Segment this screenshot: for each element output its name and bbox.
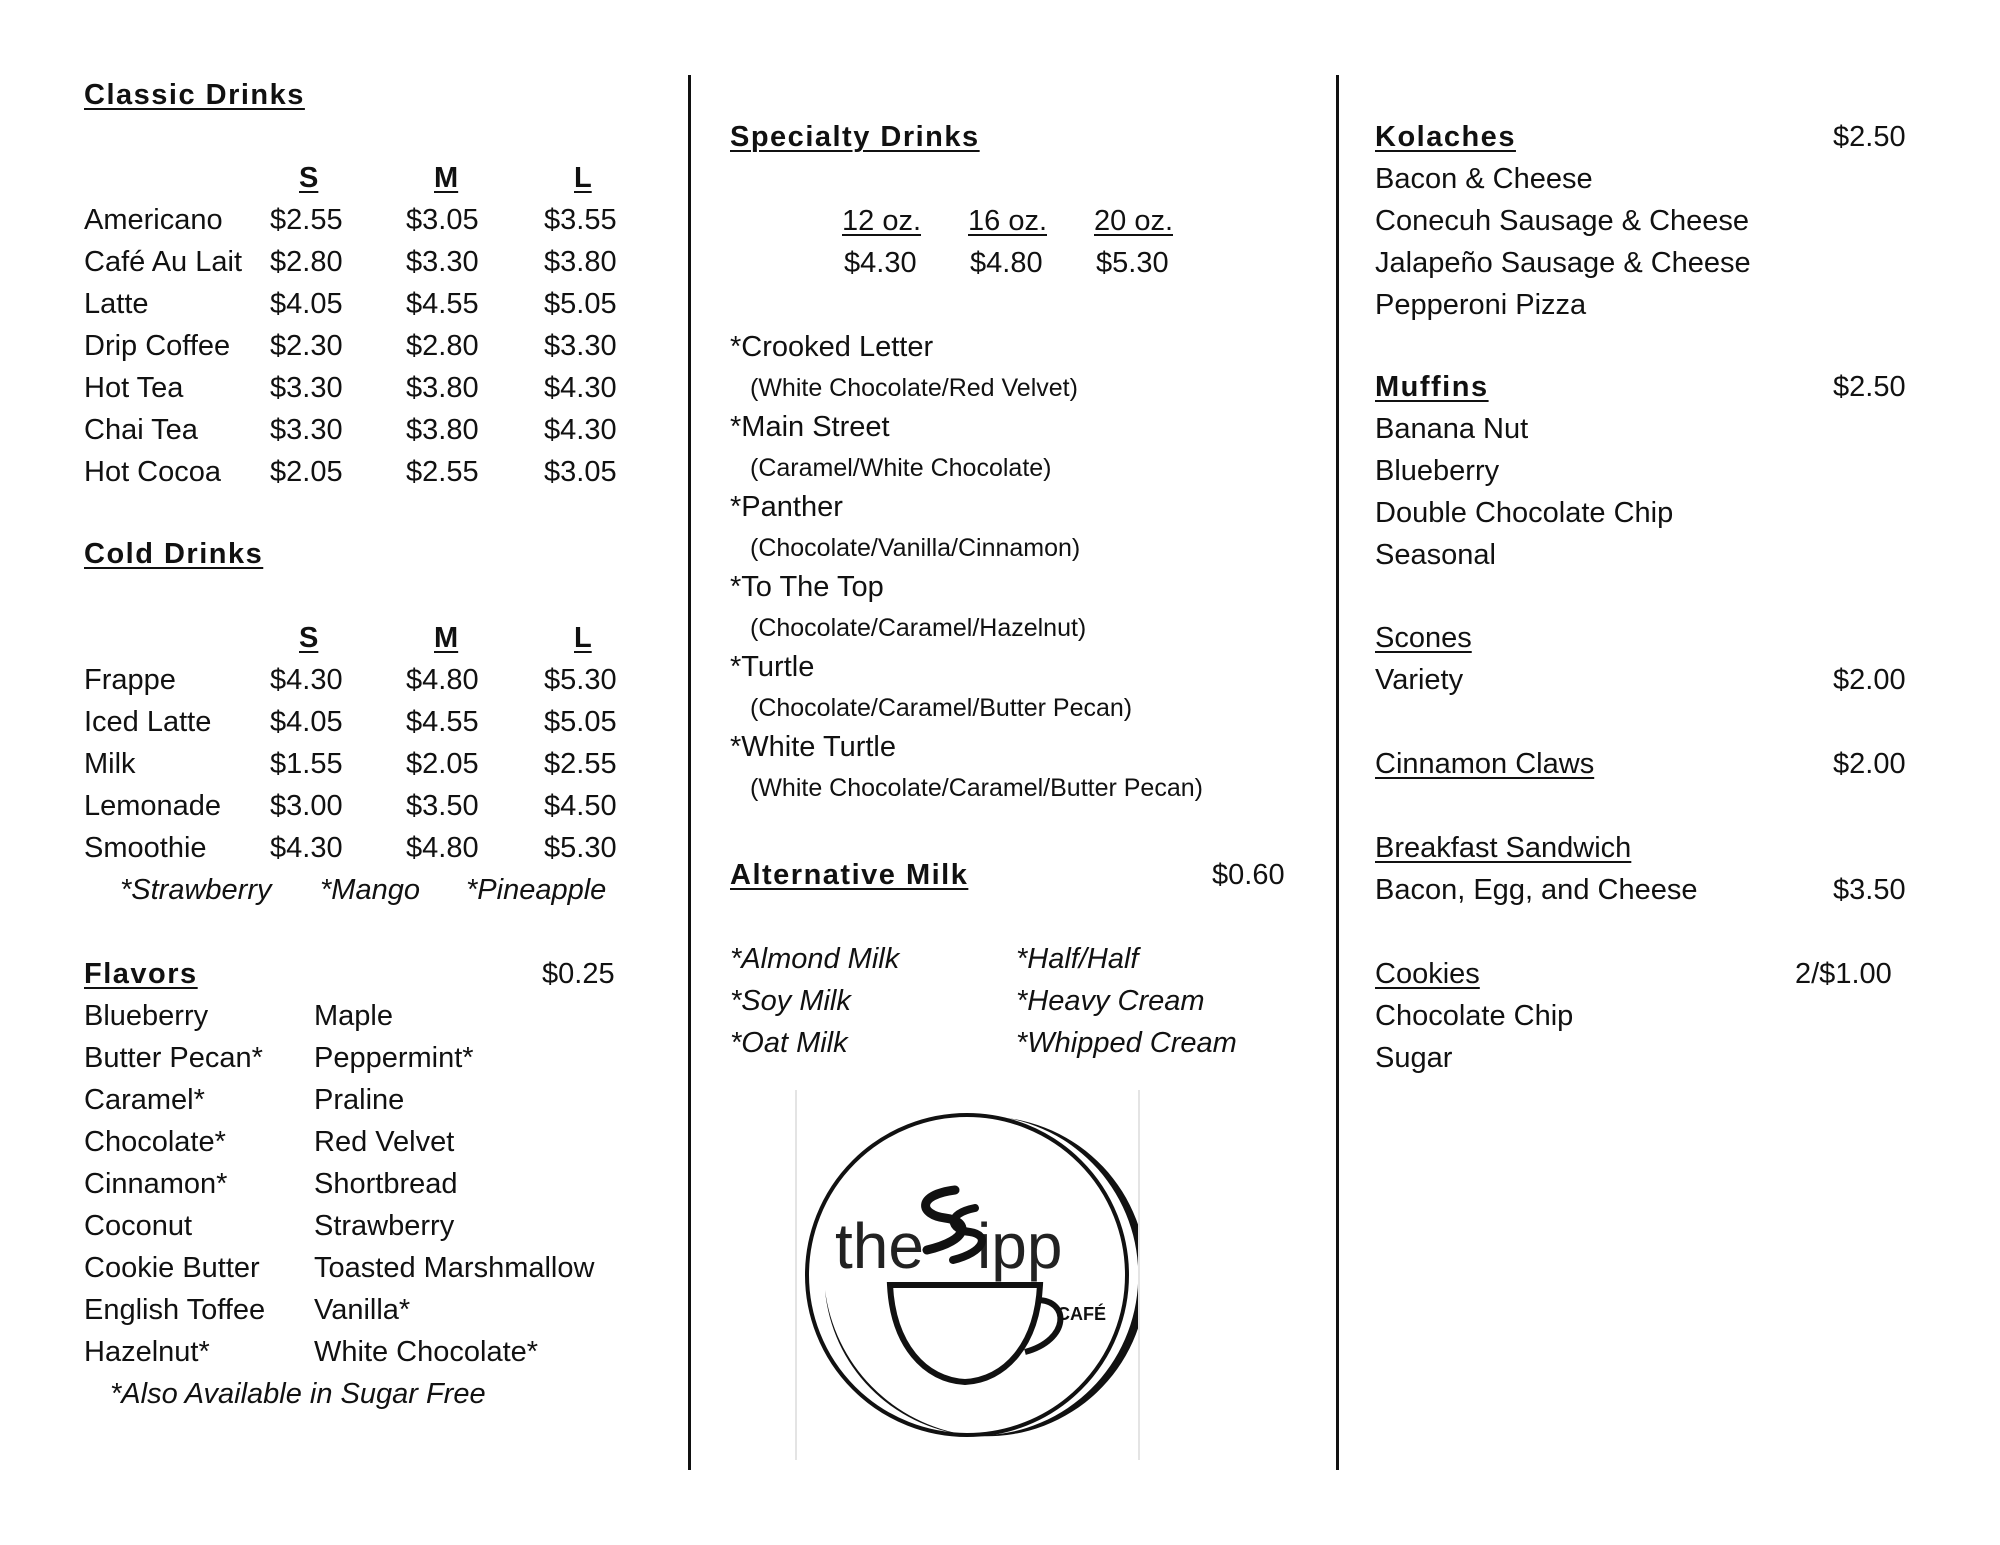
classic-drinks-heading: Classic Drinks [84, 79, 305, 111]
price-small: $2.55 [270, 204, 343, 236]
muffins-price: $2.50 [1833, 371, 1906, 403]
price-large: $5.30 [544, 664, 617, 696]
price-small: $3.30 [270, 372, 343, 404]
price-small: $2.05 [270, 456, 343, 488]
price-large: $5.05 [544, 706, 617, 738]
menu-item-name: Milk [84, 748, 136, 780]
specialty-price: $4.30 [844, 247, 917, 279]
sugar-free-note: *Also Available in Sugar Free [110, 1378, 486, 1410]
flavors-price: $0.25 [542, 958, 615, 990]
specialty-drink-flavors: (Chocolate/Vanilla/Cinnamon) [750, 534, 1081, 562]
milk-option: *Oat Milk [730, 1027, 848, 1059]
specialty-size: 20 oz. [1094, 205, 1173, 237]
price-large: $5.05 [544, 288, 617, 320]
specialty-drink-flavors: (Caramel/White Chocolate) [750, 454, 1052, 482]
breakfast-sandwich-heading: Breakfast Sandwich [1375, 832, 1632, 864]
specialty-price: $4.80 [970, 247, 1043, 279]
flavor-item: Shortbread [314, 1168, 458, 1200]
menu-item-name: Iced Latte [84, 706, 212, 738]
cookies-price: 2/$1.00 [1795, 958, 1892, 990]
breakfast-sandwich-item: Bacon, Egg, and Cheese [1375, 874, 1698, 906]
price-medium: $3.30 [406, 246, 479, 278]
kolaches-price: $2.50 [1833, 121, 1906, 153]
price-medium: $3.80 [406, 414, 479, 446]
specialty-drink-name: *White Turtle [730, 731, 896, 763]
price-large: $3.55 [544, 204, 617, 236]
kolache-item: Jalapeño Sausage & Cheese [1375, 247, 1751, 279]
specialty-drinks-heading: Specialty Drinks [730, 121, 980, 153]
price-small: $4.30 [270, 832, 343, 864]
alternative-milk-price: $0.60 [1212, 859, 1285, 891]
flavor-item: Strawberry [314, 1210, 455, 1242]
price-medium: $4.55 [406, 706, 479, 738]
menu-item-name: Latte [84, 288, 149, 320]
scones-heading: Scones [1375, 622, 1472, 654]
alternative-milk-heading: Alternative Milk [730, 859, 969, 891]
flavor-item: Cinnamon* [84, 1168, 228, 1200]
logo-frame-right [1138, 1090, 1140, 1460]
price-small: $2.80 [270, 246, 343, 278]
price-medium: $4.80 [406, 664, 479, 696]
kolache-item: Pepperoni Pizza [1375, 289, 1587, 321]
price-medium: $2.05 [406, 748, 479, 780]
cold-size-header-m: M [434, 622, 459, 654]
smoothie-flavor: *Pineapple [466, 874, 607, 906]
cinnamon-claws-price: $2.00 [1833, 748, 1906, 780]
specialty-drink-name: *Main Street [730, 411, 890, 443]
milk-option: *Whipped Cream [1016, 1027, 1237, 1059]
price-medium: $2.80 [406, 330, 479, 362]
menu-item-name: Chai Tea [84, 414, 198, 446]
specialty-drink-flavors: (Chocolate/Caramel/Hazelnut) [750, 614, 1087, 642]
flavor-item: Hazelnut* [84, 1336, 210, 1368]
price-large: $4.30 [544, 372, 617, 404]
cookie-item: Chocolate Chip [1375, 1000, 1574, 1032]
flavor-item: Praline [314, 1084, 405, 1116]
price-large: $4.30 [544, 414, 617, 446]
flavor-item: Peppermint* [314, 1042, 474, 1074]
kolache-item: Conecuh Sausage & Cheese [1375, 205, 1750, 237]
kolaches-heading: Kolaches [1375, 121, 1516, 153]
logo-frame-left [795, 1090, 797, 1460]
specialty-size: 16 oz. [968, 205, 1047, 237]
flavor-item: Blueberry [84, 1000, 209, 1032]
scones-price: $2.00 [1833, 664, 1906, 696]
specialty-price: $5.30 [1096, 247, 1169, 279]
logo-word-left: the [835, 1210, 924, 1282]
the-sipp-cafe-logo [795, 1090, 1140, 1460]
size-header-l: L [574, 162, 592, 194]
flavors-heading: Flavors [84, 958, 198, 990]
muffins-heading: Muffins [1375, 371, 1489, 403]
flavor-item: Vanilla* [314, 1294, 411, 1326]
flavor-item: Coconut [84, 1210, 193, 1242]
price-small: $2.30 [270, 330, 343, 362]
flavor-item: Caramel* [84, 1084, 205, 1116]
specialty-drink-flavors: (White Chocolate/Caramel/Butter Pecan) [750, 774, 1203, 802]
price-large: $3.30 [544, 330, 617, 362]
milk-option: *Half/Half [1016, 943, 1139, 975]
menu-item-name: Lemonade [84, 790, 222, 822]
price-small: $4.05 [270, 288, 343, 320]
specialty-drink-name: *Panther [730, 491, 843, 523]
price-large: $5.30 [544, 832, 617, 864]
flavor-item: Red Velvet [314, 1126, 455, 1158]
flavor-item: Chocolate* [84, 1126, 226, 1158]
price-large: $4.50 [544, 790, 617, 822]
muffin-item: Double Chocolate Chip [1375, 497, 1674, 529]
muffin-item: Seasonal [1375, 539, 1496, 571]
column-divider [688, 75, 691, 1470]
menu-item-name: Hot Tea [84, 372, 184, 404]
column-divider [1336, 75, 1339, 1470]
milk-option: *Soy Milk [730, 985, 851, 1017]
price-small: $3.30 [270, 414, 343, 446]
menu-item-name: Smoothie [84, 832, 207, 864]
price-medium: $3.80 [406, 372, 479, 404]
cookie-item: Sugar [1375, 1042, 1453, 1074]
logo-cafe-badge: CAFÉ [1057, 1304, 1106, 1324]
cold-drinks-heading: Cold Drinks [84, 538, 264, 570]
logo-mark [795, 1090, 1140, 1460]
price-small: $4.05 [270, 706, 343, 738]
menu-item-name: Drip Coffee [84, 330, 231, 362]
specialty-size: 12 oz. [842, 205, 921, 237]
price-medium: $4.80 [406, 832, 479, 864]
muffin-item: Banana Nut [1375, 413, 1529, 445]
flavor-item: White Chocolate* [314, 1336, 539, 1368]
flavor-item: Butter Pecan* [84, 1042, 263, 1074]
menu-item-name: Café Au Lait [84, 246, 242, 278]
price-medium: $3.05 [406, 204, 479, 236]
flavor-item: Toasted Marshmallow [314, 1252, 595, 1284]
kolache-item: Bacon & Cheese [1375, 163, 1593, 195]
flavor-item: Cookie Butter [84, 1252, 260, 1284]
scones-item: Variety [1375, 664, 1464, 696]
flavor-item: English Toffee [84, 1294, 266, 1326]
milk-option: *Heavy Cream [1016, 985, 1205, 1017]
specialty-drink-name: *To The Top [730, 571, 884, 603]
specialty-drink-flavors: (White Chocolate/Red Velvet) [750, 374, 1078, 402]
specialty-drink-name: *Turtle [730, 651, 815, 683]
milk-option: *Almond Milk [730, 943, 900, 975]
price-large: $2.55 [544, 748, 617, 780]
specialty-drink-flavors: (Chocolate/Caramel/Butter Pecan) [750, 694, 1133, 722]
size-header-s: S [299, 162, 319, 194]
cinnamon-claws-heading: Cinnamon Claws [1375, 748, 1595, 780]
price-small: $4.30 [270, 664, 343, 696]
muffin-item: Blueberry [1375, 455, 1500, 487]
cookies-heading: Cookies [1375, 958, 1480, 990]
price-small: $3.00 [270, 790, 343, 822]
price-medium: $3.50 [406, 790, 479, 822]
cold-size-header-l: L [574, 622, 592, 654]
price-medium: $4.55 [406, 288, 479, 320]
price-small: $1.55 [270, 748, 343, 780]
cold-size-header-s: S [299, 622, 319, 654]
menu-item-name: Hot Cocoa [84, 456, 222, 488]
price-medium: $2.55 [406, 456, 479, 488]
smoothie-flavor: *Mango [320, 874, 420, 906]
smoothie-flavor: *Strawberry [120, 874, 272, 906]
specialty-drink-name: *Crooked Letter [730, 331, 934, 363]
cup-icon [890, 1285, 1040, 1382]
price-large: $3.80 [544, 246, 617, 278]
breakfast-sandwich-price: $3.50 [1833, 874, 1906, 906]
logo-word-right: ipp [977, 1210, 1063, 1282]
menu-item-name: Frappe [84, 664, 176, 696]
flavor-item: Maple [314, 1000, 393, 1032]
menu-item-name: Americano [84, 204, 223, 236]
price-large: $3.05 [544, 456, 617, 488]
size-header-m: M [434, 162, 459, 194]
